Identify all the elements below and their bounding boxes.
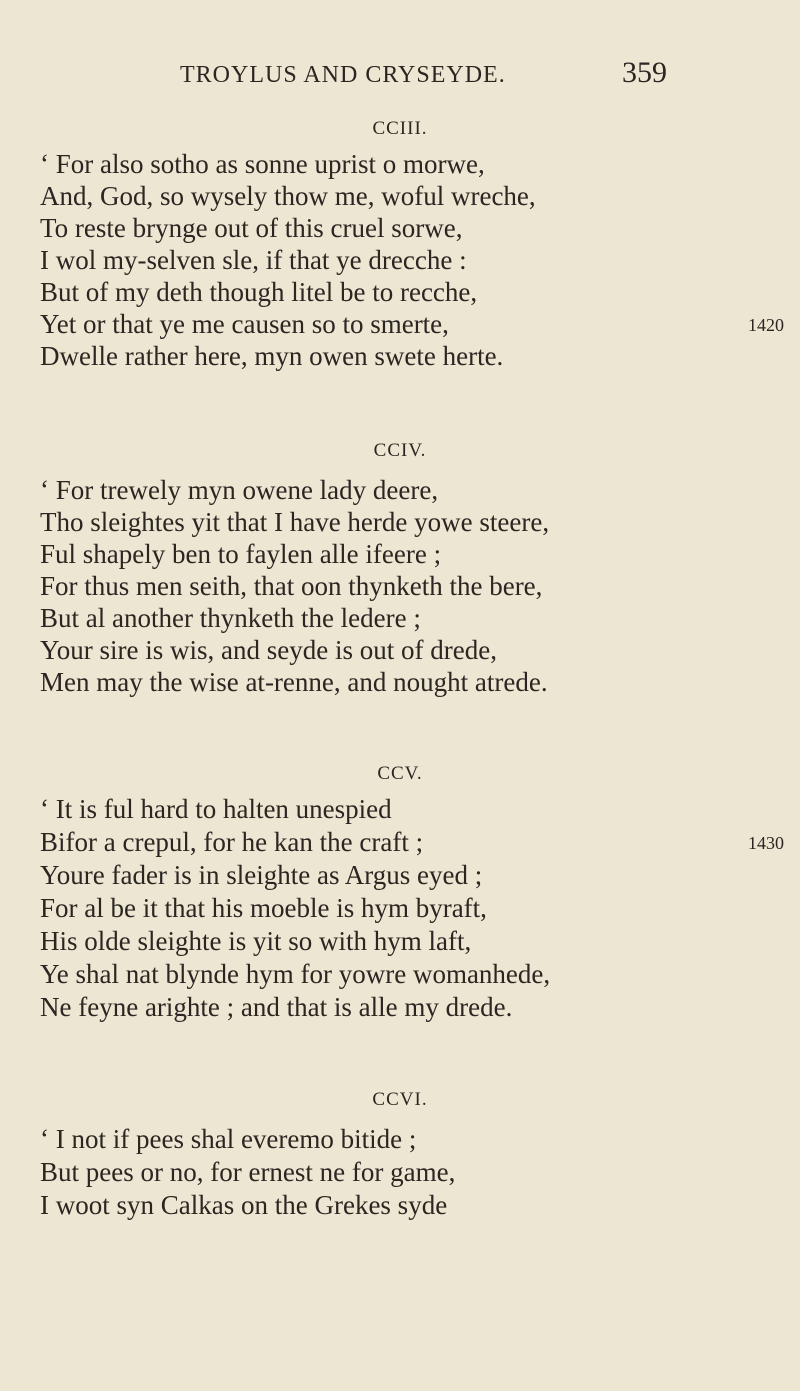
verse-line: Bifor a crepul, for he kan the craft ; (40, 827, 424, 857)
verse-line: For al be it that his moeble is hym byraft, (40, 893, 487, 923)
verse-line: His olde sleighte is yit so with hym laft, (40, 926, 472, 956)
stanza-number: CCIII. (372, 118, 428, 139)
verse-line: Ful shapely ben to faylen alle ifeere ; (40, 539, 442, 569)
verse-line: Tho sleightes yit that I have herde yowe steere, (40, 507, 550, 537)
line-number: 1420 (748, 315, 784, 335)
page-number: 359 (622, 56, 667, 89)
verse-line: I woot syn Calkas on the Grekes syde (40, 1190, 448, 1220)
verse-line: But al another thynketh the ledere ; (40, 603, 421, 633)
verse-line: ‘ For also sotho as sonne uprist o morwe, (40, 149, 485, 179)
verse-line: But pees or no, for ernest ne for game, (40, 1157, 456, 1187)
stanza-number: CCV. (377, 763, 423, 784)
stanza-number: CCIV. (373, 440, 427, 461)
verse-line: Yet or that ye me causen so to smerte, (40, 309, 449, 339)
verse-line: Your sire is wis, and seyde is out of drede, (40, 635, 497, 665)
verse-line: ‘ I not if pees shal everemo bitide ; (40, 1124, 417, 1154)
verse-line: Ye shal nat blynde hym for yowre womanhede, (40, 959, 551, 989)
verse-line (40, 180, 536, 212)
verse-line-text: And, God, so wysely thow me, woful wreche, (40, 181, 536, 211)
verse-line: I wol my-selven sle, if that ye drecche : (40, 245, 467, 275)
page-header (0, 54, 800, 94)
stanza-number: CCVI. (372, 1089, 428, 1110)
verse-line: For thus men seith, that oon thynketh the bere, (40, 571, 543, 601)
running-head: TROYLUS AND CRYSEYDE. (180, 62, 506, 88)
verse-line: To reste brynge out of this cruel sorwe, (40, 213, 463, 243)
verse-line: Youre fader is in sleighte as Argus eyed ; (40, 860, 483, 890)
verse-line: Men may the wise at-renne, and nought atrede. (40, 667, 548, 697)
verse-line: ‘ It is ful hard to halten unespied (40, 794, 392, 824)
verse-line: ‘ For trewely myn owene lady deere, (40, 475, 439, 505)
verse-line: Ne feyne arighte ; and that is alle my drede. (40, 992, 513, 1022)
verse-line: Dwelle rather here, myn owen swete herte. (40, 341, 504, 371)
line-number: 1430 (748, 833, 784, 853)
verse-line: But of my deth though litel be to recche, (40, 277, 478, 307)
